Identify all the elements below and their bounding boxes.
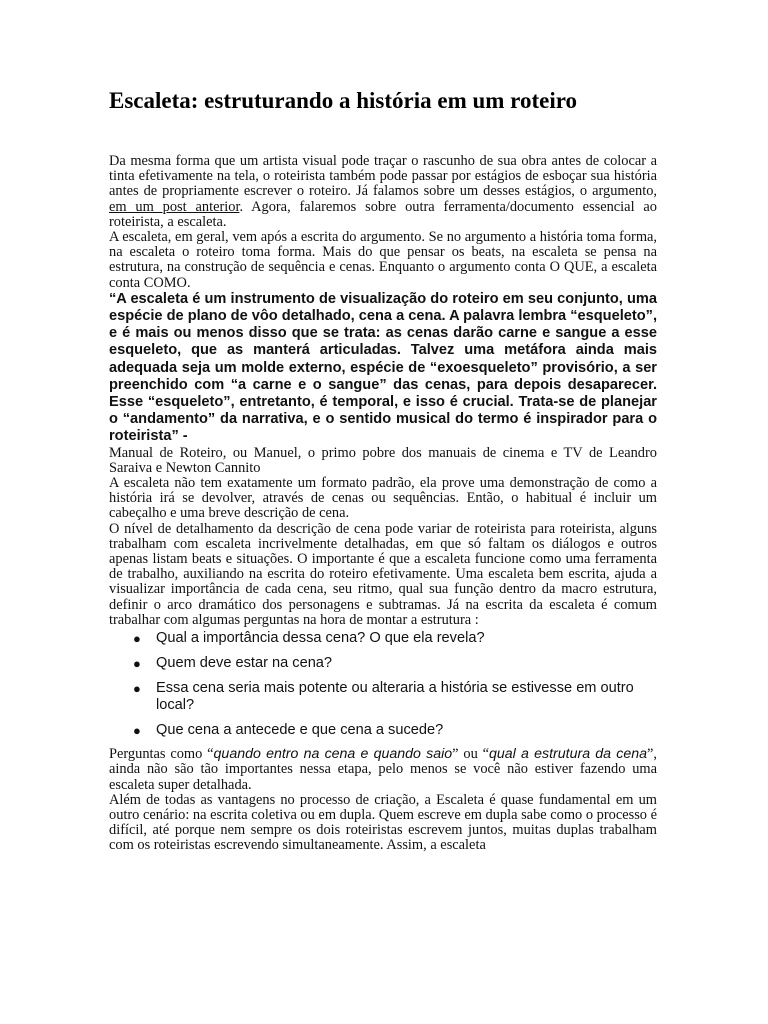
perguntas-italic-1: quando entro na cena e quando saio <box>213 746 453 763</box>
list-item-text: Que cena a antecede e que cena a sucede? <box>156 722 444 739</box>
bullet-icon: ● <box>133 681 141 697</box>
perguntas-text-a: Perguntas como “ <box>109 746 214 763</box>
paragraph-intro-end: . Agora, falaremos sobre outra ferramenta/documento essencial ao roteirista, a escaleta. <box>109 198 657 230</box>
perguntas-italic-2: qual a estrutura da cena <box>489 746 648 763</box>
paragraph-intro <box>109 154 657 230</box>
paragraph-formato: A escaleta não tem exatamente um formato padrão, ela prove uma demonstração de como a história irá se devolver, através de cenas ou sequências. Então, o habitual é incluir um cabeçalho e uma breve descrição de cena. <box>109 475 657 522</box>
list-item <box>109 655 657 672</box>
paragraph-intro-text: Da mesma forma que um artista visual pode traçar o rascunho de sua obra antes de colocar a tinta efetivamente na tela, o roteirista também pode passar por estágios de esboçar sua história antes de propriamente escrever o roteiro. Já falamos sobre um desses estágios, o argumento, <box>109 153 657 200</box>
page-title: Escaleta: estruturando a história em um roteiro <box>109 88 578 113</box>
bullet-icon: ● <box>133 656 141 672</box>
list-item-text: Essa cena seria mais potente ou alteraria a história se estivesse em outro local? <box>156 680 634 714</box>
paragraph-detalhamento: O nível de detalhamento da descrição de cena pode variar de roteirista para roteirista, alguns trabalham com escaleta incrivelmente detalhadas, em que só faltam os diálogos e outros apenas listam beats e situações. O importante é que a escaleta funcione como uma ferramenta de trabalho, auxiliando na escrita do roteiro efetivamente. Uma escaleta bem escrita, ajuda a visualizar importância de cada cena, seu ritmo, qual sua função dentro da macro estrutura, definir o arco dramático dos personagens e subtramas. Já na escrita da escaleta é comum trabalhar com algumas perguntas na hora de montar a estrutura : <box>109 520 657 628</box>
perguntas-text-c: ” ou “ <box>452 746 490 763</box>
question-list <box>109 630 657 739</box>
paragraph-escrita-coletiva: Além de todas as vantagens no processo de criação, a Escaleta é quase fundamental em um outro cenário: na escrita coletiva ou em dupla. Quem escreve em dupla sabe como o processo é difícil, até porque nem sempre os dois roteiristas escrevem juntos, muitas duplas trabalham com os roteiristas escrevendo simultaneamente. Assim, a escaleta <box>109 791 657 854</box>
paragraph-perguntas <box>109 747 657 793</box>
bullet-icon: ● <box>133 723 141 739</box>
list-item <box>109 680 657 714</box>
paragraph-escaleta-argumento: A escaleta, em geral, vem após a escrita do argumento. Se no argumento a história toma forma, na escaleta o roteiro toma forma. Mais do que pensar os beats, na escaleta se pensa na estrutura, na construção de sequência e cenas. Enquanto o argumento conta O QUE, a escaleta conta COMO. <box>109 229 657 291</box>
quote-citation: Manual de Roteiro, ou Manuel, o primo pobre dos manuais de cinema e TV de Leandro Saraiva e Newton Cannito <box>109 444 657 476</box>
list-item-text: Quem deve estar na cena? <box>156 655 333 672</box>
document-page <box>109 86 657 854</box>
perguntas-text-e: ”, ainda não são tão importantes nessa etapa, pelo menos se você não estiver fazendo uma escaleta super detalhada. <box>109 746 658 793</box>
list-item <box>109 630 657 647</box>
list-item-text: Qual a importância dessa cena? O que ela revela? <box>156 630 485 647</box>
post-anterior-link[interactable]: em um post anterior <box>109 198 240 215</box>
list-item <box>109 722 657 739</box>
bullet-icon: ● <box>133 631 141 647</box>
block-quote: “A escaleta é um instrumento de visualização do roteiro em seu conjunto, uma espécie de plano de vôo detalhado, cena a cena. A palavra lembra “esqueleto”, e é mais ou menos disso que se trata: as cenas darão carne e sangue a esse esqueleto, que as manterá articuladas. Talvez uma metáfora ainda mais adequada seja um molde externo, espécie de “exoesqueleto” provisório, a ser preenchido com “a carne e o sangue” das cenas, para depois desaparecer. Esse “esqueleto”, entretanto, é temporal, e isso é crucial. Trata-se de planejar o “andamento” da narrativa, e o sentido musical do termo é inspirador para o roteirista” - <box>109 290 657 445</box>
